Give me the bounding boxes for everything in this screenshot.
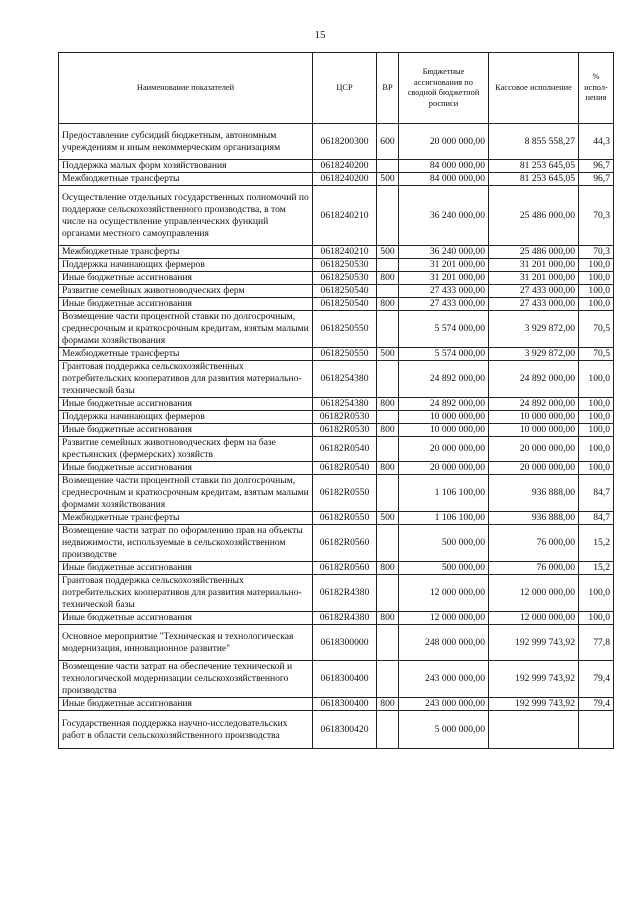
table-row xyxy=(59,411,614,424)
header-name: Наименование показателей xyxy=(59,53,313,124)
cell-percent: 100,0 xyxy=(579,285,614,298)
cell-percent: 84,7 xyxy=(579,475,614,512)
cell-budget: 1 106 100,00 xyxy=(399,512,489,525)
cell-csr: 06182R0530 xyxy=(313,411,377,424)
cell-percent: 70,5 xyxy=(579,311,614,348)
cell-csr: 0618250540 xyxy=(313,285,377,298)
cell-percent: 100,0 xyxy=(579,575,614,612)
table-row xyxy=(59,525,614,562)
cell-name: Грантовая поддержка сельскохозяйственных потребительских кооперативов для развития материально-технической базы xyxy=(59,575,313,612)
cell-budget: 36 240 000,00 xyxy=(399,246,489,259)
cell-vr xyxy=(377,525,399,562)
cell-vr: 500 xyxy=(377,348,399,361)
cell-name: Иные бюджетные ассигнования xyxy=(59,298,313,311)
cell-name: Иные бюджетные ассигнования xyxy=(59,612,313,625)
table-row xyxy=(59,311,614,348)
cell-cash: 936 888,00 xyxy=(489,475,579,512)
cell-vr xyxy=(377,186,399,246)
cell-vr: 500 xyxy=(377,246,399,259)
cell-budget: 248 000 000,00 xyxy=(399,625,489,661)
cell-budget: 31 201 000,00 xyxy=(399,272,489,285)
cell-csr: 0618300400 xyxy=(313,698,377,711)
cell-cash: 936 888,00 xyxy=(489,512,579,525)
table-row xyxy=(59,398,614,411)
cell-budget: 5 574 000,00 xyxy=(399,311,489,348)
cell-budget: 12 000 000,00 xyxy=(399,575,489,612)
cell-name: Иные бюджетные ассигнования xyxy=(59,462,313,475)
cell-cash: 27 433 000,00 xyxy=(489,298,579,311)
table-header-row xyxy=(59,53,614,124)
cell-vr xyxy=(377,711,399,749)
cell-vr xyxy=(377,285,399,298)
cell-vr: 500 xyxy=(377,173,399,186)
cell-name: Межбюджетные трансферты xyxy=(59,246,313,259)
cell-csr: 0618240210 xyxy=(313,246,377,259)
cell-cash: 25 486 000,00 xyxy=(489,246,579,259)
cell-cash: 20 000 000,00 xyxy=(489,437,579,462)
cell-csr: 0618250550 xyxy=(313,348,377,361)
cell-budget: 24 892 000,00 xyxy=(399,361,489,398)
cell-cash xyxy=(489,711,579,749)
cell-csr: 0618300400 xyxy=(313,661,377,698)
cell-vr: 800 xyxy=(377,462,399,475)
cell-vr xyxy=(377,625,399,661)
cell-cash: 3 929 872,00 xyxy=(489,348,579,361)
cell-cash: 10 000 000,00 xyxy=(489,411,579,424)
table-row xyxy=(59,711,614,749)
cell-percent: 96,7 xyxy=(579,160,614,173)
cell-name: Возмещение части процентной ставки по долгосрочным, среднесрочным и краткосрочным кредитам, взятым малыми формами хозяйствования xyxy=(59,311,313,348)
cell-percent: 100,0 xyxy=(579,462,614,475)
cell-name: Возмещение части процентной ставки по долгосрочным, среднесрочным и краткосрочным кредитам, взятым малыми формами хозяйствования xyxy=(59,475,313,512)
cell-cash: 12 000 000,00 xyxy=(489,575,579,612)
cell-percent: 44,3 xyxy=(579,124,614,160)
table-row xyxy=(59,173,614,186)
cell-vr: 800 xyxy=(377,298,399,311)
table-row xyxy=(59,348,614,361)
cell-vr xyxy=(377,475,399,512)
cell-cash: 192 999 743,92 xyxy=(489,698,579,711)
table-row xyxy=(59,361,614,398)
cell-name: Поддержка малых форм хозяйствования xyxy=(59,160,313,173)
cell-budget: 20 000 000,00 xyxy=(399,462,489,475)
table-row xyxy=(59,698,614,711)
cell-percent: 70,5 xyxy=(579,348,614,361)
cell-percent: 79,4 xyxy=(579,661,614,698)
table-row xyxy=(59,186,614,246)
cell-csr: 06182R0540 xyxy=(313,437,377,462)
cell-budget: 1 106 100,00 xyxy=(399,475,489,512)
cell-budget: 10 000 000,00 xyxy=(399,411,489,424)
cell-cash: 8 855 558,27 xyxy=(489,124,579,160)
table-row xyxy=(59,462,614,475)
table-row xyxy=(59,424,614,437)
cell-name: Иные бюджетные ассигнования xyxy=(59,562,313,575)
cell-vr: 800 xyxy=(377,272,399,285)
cell-percent: 100,0 xyxy=(579,437,614,462)
table-row xyxy=(59,661,614,698)
header-budget: Бюджетные ассигнования по сводной бюджетной росписи xyxy=(399,53,489,124)
cell-budget: 31 201 000,00 xyxy=(399,259,489,272)
table-row xyxy=(59,512,614,525)
cell-name: Развитие семейных животноводческих ферм xyxy=(59,285,313,298)
cell-vr: 800 xyxy=(377,398,399,411)
cell-name: Предоставление субсидий бюджетным, автономным учреждениям и иным некоммерческим организациям xyxy=(59,124,313,160)
cell-name: Возмещение части затрат на обеспечение технической и технологической модернизации сельскохозяйственного производства xyxy=(59,661,313,698)
cell-csr: 0618254380 xyxy=(313,398,377,411)
cell-vr: 800 xyxy=(377,562,399,575)
cell-percent: 100,0 xyxy=(579,298,614,311)
table-row xyxy=(59,575,614,612)
table-row xyxy=(59,612,614,625)
cell-percent: 70,3 xyxy=(579,186,614,246)
cell-cash: 31 201 000,00 xyxy=(489,259,579,272)
cell-budget: 10 000 000,00 xyxy=(399,424,489,437)
cell-budget: 36 240 000,00 xyxy=(399,186,489,246)
cell-budget: 24 892 000,00 xyxy=(399,398,489,411)
cell-budget: 500 000,00 xyxy=(399,525,489,562)
cell-name: Иные бюджетные ассигнования xyxy=(59,424,313,437)
cell-vr xyxy=(377,311,399,348)
cell-budget: 500 000,00 xyxy=(399,562,489,575)
cell-budget: 27 433 000,00 xyxy=(399,285,489,298)
cell-csr: 0618300420 xyxy=(313,711,377,749)
table-row xyxy=(59,437,614,462)
cell-name: Возмещение части затрат по оформлению прав на объекты недвижимости, используемые в сельскохозяйственном производстве xyxy=(59,525,313,562)
cell-vr xyxy=(377,661,399,698)
cell-csr: 06182R0540 xyxy=(313,462,377,475)
cell-vr: 800 xyxy=(377,698,399,711)
header-csr: ЦСР xyxy=(313,53,377,124)
cell-csr: 0618240210 xyxy=(313,186,377,246)
cell-percent: 96,7 xyxy=(579,173,614,186)
table-row xyxy=(59,298,614,311)
cell-vr xyxy=(377,259,399,272)
cell-vr xyxy=(377,160,399,173)
cell-name: Межбюджетные трансферты xyxy=(59,348,313,361)
header-percent: % испол-нения xyxy=(579,53,614,124)
cell-budget: 5 574 000,00 xyxy=(399,348,489,361)
cell-csr: 0618200300 xyxy=(313,124,377,160)
cell-csr: 0618250530 xyxy=(313,259,377,272)
cell-cash: 20 000 000,00 xyxy=(489,462,579,475)
cell-percent: 84,7 xyxy=(579,512,614,525)
table-row xyxy=(59,475,614,512)
cell-cash: 24 892 000,00 xyxy=(489,361,579,398)
cell-csr: 0618300000 xyxy=(313,625,377,661)
cell-csr: 06182R0560 xyxy=(313,525,377,562)
cell-cash: 10 000 000,00 xyxy=(489,424,579,437)
table-row xyxy=(59,272,614,285)
cell-vr: 800 xyxy=(377,612,399,625)
cell-csr: 06182R4380 xyxy=(313,612,377,625)
cell-percent: 100,0 xyxy=(579,411,614,424)
cell-cash: 27 433 000,00 xyxy=(489,285,579,298)
cell-percent: 100,0 xyxy=(579,361,614,398)
table-row xyxy=(59,285,614,298)
cell-budget: 84 000 000,00 xyxy=(399,160,489,173)
table-row xyxy=(59,160,614,173)
cell-budget: 12 000 000,00 xyxy=(399,612,489,625)
cell-vr: 600 xyxy=(377,124,399,160)
cell-budget: 5 000 000,00 xyxy=(399,711,489,749)
cell-csr: 06182R4380 xyxy=(313,575,377,612)
table-row xyxy=(59,124,614,160)
cell-name: Межбюджетные трансферты xyxy=(59,512,313,525)
cell-name: Иные бюджетные ассигнования xyxy=(59,698,313,711)
cell-percent: 77,8 xyxy=(579,625,614,661)
cell-name: Поддержка начинающих фермеров xyxy=(59,259,313,272)
table-row xyxy=(59,562,614,575)
cell-percent: 100,0 xyxy=(579,259,614,272)
cell-budget: 20 000 000,00 xyxy=(399,124,489,160)
cell-cash: 192 999 743,92 xyxy=(489,625,579,661)
cell-name: Осуществление отдельных государственных полномочий по поддержке сельскохозяйственного производства, в том числе на осуществление управленческих функций органами местного самоуправления xyxy=(59,186,313,246)
header-cash: Кассовое исполнение xyxy=(489,53,579,124)
cell-vr xyxy=(377,361,399,398)
cell-csr: 0618240200 xyxy=(313,173,377,186)
cell-csr: 0618250530 xyxy=(313,272,377,285)
cell-percent: 79,4 xyxy=(579,698,614,711)
cell-name: Межбюджетные трансферты xyxy=(59,173,313,186)
cell-csr: 0618250540 xyxy=(313,298,377,311)
cell-cash: 3 929 872,00 xyxy=(489,311,579,348)
cell-vr xyxy=(377,411,399,424)
page-number: 15 xyxy=(314,29,326,41)
cell-cash: 76 000,00 xyxy=(489,525,579,562)
cell-cash: 192 999 743,92 xyxy=(489,661,579,698)
budget-table xyxy=(58,52,614,749)
cell-name: Основное мероприятие "Техническая и технологическая модернизация, инновационное развитие" xyxy=(59,625,313,661)
header-vr: ВР xyxy=(377,53,399,124)
table-row xyxy=(59,259,614,272)
cell-csr: 0618254380 xyxy=(313,361,377,398)
cell-cash: 25 486 000,00 xyxy=(489,186,579,246)
cell-cash: 81 253 645,05 xyxy=(489,160,579,173)
cell-percent: 100,0 xyxy=(579,272,614,285)
table-row xyxy=(59,625,614,661)
cell-csr: 06182R0550 xyxy=(313,475,377,512)
cell-budget: 84 000 000,00 xyxy=(399,173,489,186)
cell-vr xyxy=(377,437,399,462)
cell-name: Иные бюджетные ассигнования xyxy=(59,398,313,411)
cell-cash: 24 892 000,00 xyxy=(489,398,579,411)
cell-csr: 0618250550 xyxy=(313,311,377,348)
cell-percent xyxy=(579,711,614,749)
cell-cash: 76 000,00 xyxy=(489,562,579,575)
cell-vr: 500 xyxy=(377,512,399,525)
cell-budget: 20 000 000,00 xyxy=(399,437,489,462)
cell-name: Грантовая поддержка сельскохозяйственных потребительских кооперативов для развития материально-технической базы xyxy=(59,361,313,398)
cell-budget: 243 000 000,00 xyxy=(399,661,489,698)
cell-csr: 06182R0550 xyxy=(313,512,377,525)
cell-name: Иные бюджетные ассигнования xyxy=(59,272,313,285)
cell-percent: 100,0 xyxy=(579,612,614,625)
cell-vr: 800 xyxy=(377,424,399,437)
cell-csr: 06182R0530 xyxy=(313,424,377,437)
cell-percent: 100,0 xyxy=(579,398,614,411)
cell-budget: 27 433 000,00 xyxy=(399,298,489,311)
table-row xyxy=(59,246,614,259)
cell-percent: 15,2 xyxy=(579,525,614,562)
cell-csr: 06182R0560 xyxy=(313,562,377,575)
cell-csr: 0618240200 xyxy=(313,160,377,173)
cell-percent: 100,0 xyxy=(579,424,614,437)
cell-cash: 12 000 000,00 xyxy=(489,612,579,625)
cell-vr xyxy=(377,575,399,612)
cell-cash: 31 201 000,00 xyxy=(489,272,579,285)
cell-budget: 243 000 000,00 xyxy=(399,698,489,711)
cell-name: Государственная поддержка научно-исследовательских работ в области сельскохозяйственного производства xyxy=(59,711,313,749)
cell-percent: 15,2 xyxy=(579,562,614,575)
cell-percent: 70,3 xyxy=(579,246,614,259)
cell-name: Поддержка начинающих фермеров xyxy=(59,411,313,424)
cell-cash: 81 253 645,05 xyxy=(489,173,579,186)
cell-name: Развитие семейных животноводческих ферм на базе крестьянских (фермерских) хозяйств xyxy=(59,437,313,462)
